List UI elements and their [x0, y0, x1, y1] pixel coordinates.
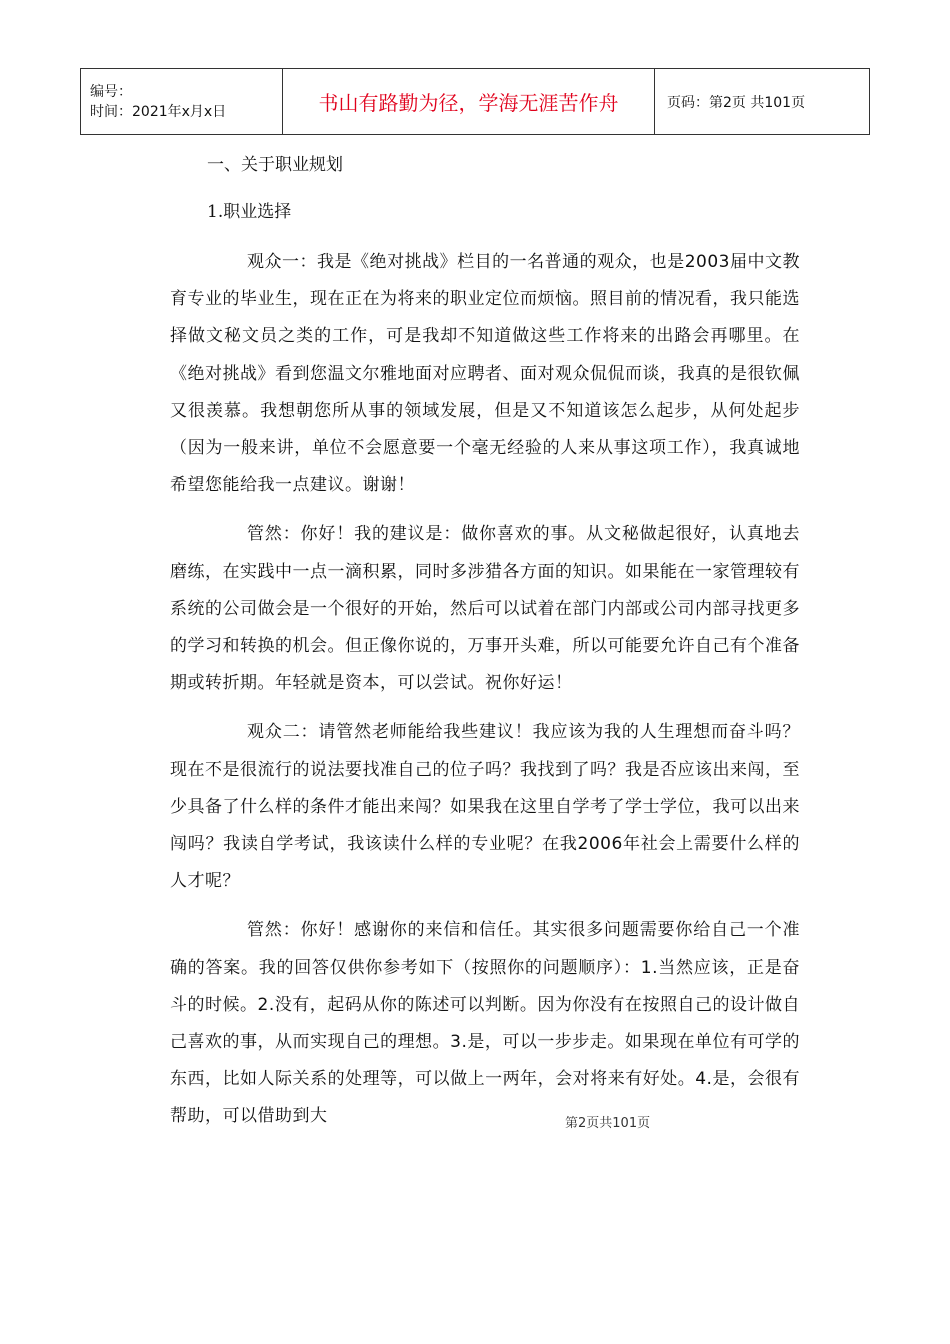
subsection-heading: 1.职业选择: [207, 202, 292, 222]
page-info: 页码：第2页 共101页: [667, 94, 806, 111]
paragraph: 观众二：请管然老师能给我些建议！我应该为我的人生理想而奋斗吗？现在不是很流行的说法要找准自己的位子吗？我找到了吗？我是否应该出来闯，至少具备了什么样的条件才能出来闯？如果我在这里自学考了学士学位，我可以出来闯吗？我读自学考试，我该读什么样的专业呢？在我2006年社会上需要什么样的人才呢？: [170, 722, 800, 892]
paragraph: 管然：你好！我的建议是：做你喜欢的事。从文秘做起很好，认真地去磨练，在实践中一点一滴积累，同时多涉猎各方面的知识。如果能在一家管理较有系统的公司做会是一个很好的开始，然后可以试着在部门内部或公司内部寻找更多的学习和转换的机会。但正像你说的，万事开头难，所以可能要允许自己有个准备期或转折期。年轻就是资本，可以尝试。祝你好运！: [170, 524, 800, 694]
date-label: 时间：2021年x月x日: [90, 103, 227, 120]
motto-text: 书山有路勤为径，学海无涯苦作舟: [318, 91, 619, 115]
header-page-cell: [655, 69, 869, 134]
number-label: 编号：: [90, 83, 132, 100]
header-meta-cell: [81, 69, 283, 134]
document-body: [170, 150, 800, 1148]
header-motto-cell: [283, 69, 655, 134]
document-header: [80, 68, 870, 135]
paragraph: 管然：你好！感谢你的来信和信任。其实很多问题需要你给自己一个准确的答案。我的回答仅供你参考如下（按照你的问题顺序）：1.当然应该，正是奋斗的时候。2.没有，起码从你的陈述可以判断。因为你没有在按照自己的设计做自己喜欢的事，从而实现自己的理想。3.是，可以一步步走。如果现在单位有可学的东西，比如人际关系的处理等，可以做上一两年，会对将来有好处。4.是，会很有帮助，可以借助到大: [170, 920, 800, 1127]
paragraph: 观众一：我是《绝对挑战》栏目的一名普通的观众，也是2003届中文教育专业的毕业生，现在正在为将来的职业定位而烦恼。照目前的情况看，我只能选择做文秘文员之类的工作，可是我却不知道做这些工作将来的出路会再哪里。在《绝对挑战》看到您温文尔雅地面对应聘者、面对观众侃侃而谈，我真的是很钦佩又很羡慕。我想朝您所从事的领域发展，但是又不知道该怎么起步，从何处起步（因为一般来讲，单位不会愿意要一个毫无经验的人来从事这项工作），我真诚地希望您能给我一点建议。谢谢！: [170, 252, 800, 496]
section-heading: 一、关于职业规划: [207, 155, 343, 175]
page-footer-overlay: 第2页共101页: [565, 1116, 651, 1131]
